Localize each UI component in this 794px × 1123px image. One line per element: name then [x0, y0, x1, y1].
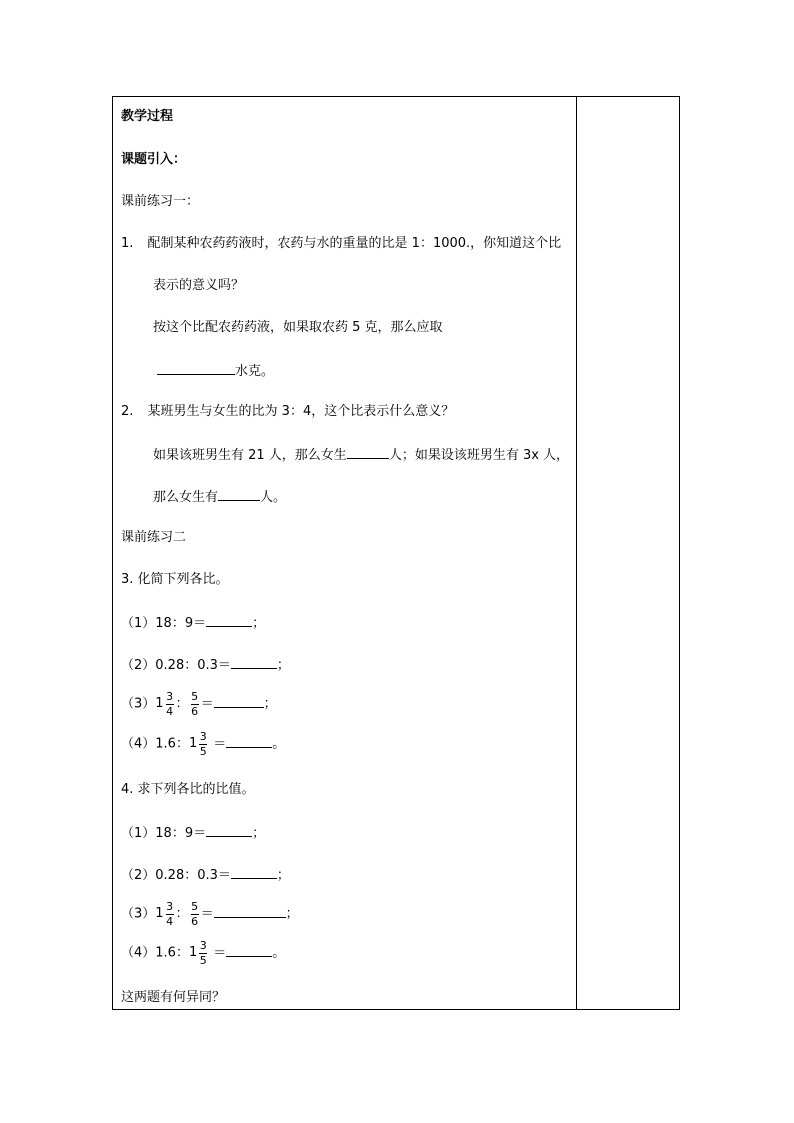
- expression: 0.28：0.3＝: [155, 868, 231, 883]
- question-text: 水克。: [235, 364, 275, 379]
- question-1-line4: [157, 362, 274, 380]
- answer-blank[interactable]: [206, 614, 252, 627]
- question-text: 某班男生与女生的比为 3：4，这个比表示什么意义？: [147, 404, 455, 419]
- q3-part4: [121, 724, 285, 765]
- question-4-title: 4. 求下列各比的比值。: [121, 782, 255, 797]
- expression: 18：9＝: [155, 826, 207, 841]
- question-text: 配制某种农药药液时，农药与水的重量的比是 1：1000.，你知道这个比: [147, 236, 562, 251]
- part-label: （1）: [121, 616, 156, 631]
- q3-part1: [121, 614, 265, 632]
- fraction: [166, 691, 174, 718]
- part-label: （3）: [121, 906, 156, 922]
- fraction: [191, 901, 199, 928]
- question-text: 那么女生有: [153, 490, 219, 505]
- question-number: 2.: [121, 404, 134, 419]
- punctuation: ；: [276, 658, 290, 673]
- q3-part2: [121, 656, 290, 674]
- fraction: [199, 940, 207, 967]
- numerator: 5: [191, 689, 199, 703]
- question-text: 如果该班男生有 21 人，那么女生: [153, 448, 347, 463]
- whole-part: 1: [155, 696, 164, 711]
- answer-blank[interactable]: [214, 695, 264, 708]
- equals-sign: ＝: [213, 736, 227, 752]
- punctuation: ；: [252, 826, 266, 841]
- q4-part1: [121, 824, 265, 842]
- question-2-line1: [121, 404, 454, 420]
- closing-question: 这两题有何异同？: [121, 990, 226, 1005]
- punctuation: ；: [252, 616, 266, 631]
- question-1-line1: [121, 236, 561, 252]
- answer-blank[interactable]: [218, 488, 260, 501]
- q3-part3: [121, 684, 277, 725]
- answer-blank[interactable]: [347, 446, 389, 459]
- equals-sign: ＝: [200, 696, 214, 712]
- question-3-title: 3. 化简下列各比。: [121, 572, 229, 587]
- topic-intro-heading: 课题引入：: [121, 152, 187, 167]
- equals-sign: ＝: [213, 945, 227, 961]
- punctuation: ；: [263, 696, 277, 712]
- equals-sign: ＝: [200, 906, 214, 922]
- answer-blank[interactable]: [226, 944, 272, 957]
- fraction: [166, 901, 174, 928]
- expression: 18：9＝: [155, 616, 207, 631]
- question-text: 人。: [260, 490, 287, 505]
- denominator: 5: [199, 744, 207, 758]
- answer-blank[interactable]: [231, 656, 277, 669]
- column-divider: [576, 97, 577, 1009]
- answer-blank[interactable]: [226, 735, 272, 748]
- fraction: [199, 731, 207, 758]
- part-label: （4）: [121, 736, 156, 752]
- expression: 0.28：0.3＝: [155, 658, 231, 673]
- answer-blank[interactable]: [231, 866, 277, 879]
- practice2-heading: 课前练习二: [121, 530, 187, 545]
- mixed-number: [155, 894, 175, 934]
- lesson-table: [112, 96, 680, 1010]
- teaching-process-cell: [121, 97, 571, 1009]
- part-label: （3）: [121, 696, 156, 712]
- question-2-line3: [153, 488, 286, 506]
- numerator: 3: [166, 689, 174, 703]
- question-1-line2: 表示的意义吗？: [153, 278, 245, 293]
- numerator: 3: [199, 729, 207, 743]
- numerator: 5: [191, 899, 199, 913]
- expression: 1.6：: [155, 736, 189, 752]
- q4-part3: [121, 894, 299, 935]
- question-text: 人；如果设该班男生有 3x 人，: [388, 448, 570, 463]
- part-label: （1）: [121, 826, 156, 841]
- part-label: （2）: [121, 658, 156, 673]
- punctuation: 。: [272, 736, 286, 752]
- section-title: 教学过程: [121, 109, 174, 124]
- fraction: [191, 691, 199, 718]
- numerator: 3: [166, 899, 174, 913]
- punctuation: 。: [272, 945, 286, 961]
- denominator: 4: [166, 704, 174, 718]
- question-2-line2: [153, 446, 569, 464]
- ratio-colon: ：: [175, 696, 189, 712]
- denominator: 6: [191, 914, 199, 928]
- part-label: （2）: [121, 868, 156, 883]
- mixed-number: [189, 933, 209, 973]
- punctuation: ；: [276, 868, 290, 883]
- answer-blank[interactable]: [214, 905, 286, 918]
- punctuation: ；: [285, 906, 299, 922]
- q4-part4: [121, 933, 285, 974]
- numerator: 3: [199, 938, 207, 952]
- q4-part2: [121, 866, 290, 884]
- denominator: 6: [191, 704, 199, 718]
- part-label: （4）: [121, 945, 156, 961]
- mixed-number: [189, 724, 209, 764]
- question-number: 1.: [121, 236, 134, 251]
- ratio-colon: ：: [175, 906, 189, 922]
- denominator: 5: [199, 953, 207, 967]
- denominator: 4: [166, 914, 174, 928]
- mixed-number: [155, 684, 175, 724]
- practice1-heading: 课前练习一：: [121, 194, 200, 209]
- whole-part: 1: [188, 945, 198, 960]
- question-1-line3: 按这个比配农药药液，如果取农药 5 克，那么应取: [153, 320, 443, 335]
- answer-blank[interactable]: [157, 362, 235, 375]
- whole-part: 1: [155, 906, 164, 921]
- whole-part: 1: [188, 736, 198, 751]
- expression: 1.6：: [155, 945, 189, 961]
- answer-blank[interactable]: [206, 824, 252, 837]
